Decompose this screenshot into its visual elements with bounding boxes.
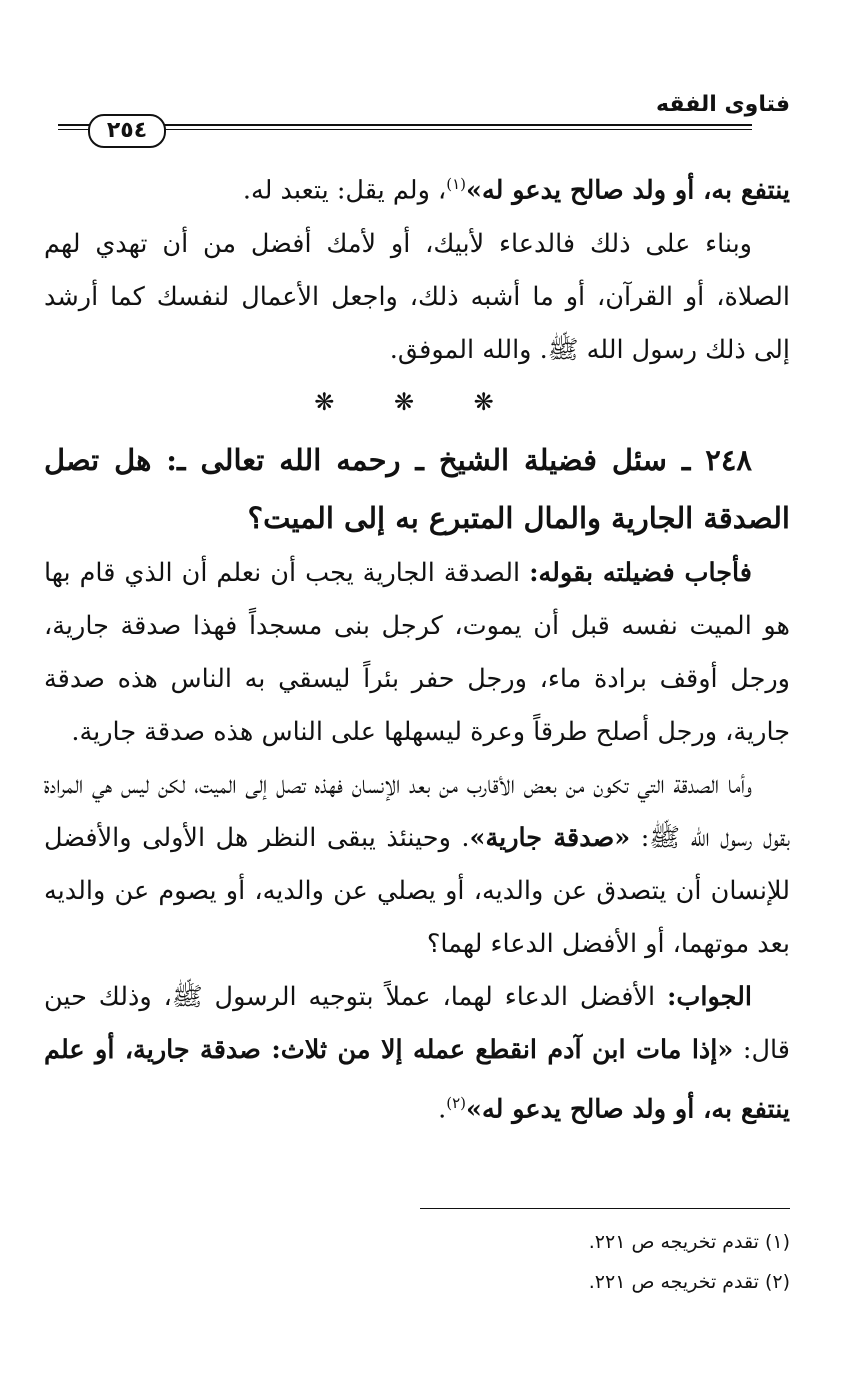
answer-lead: الجواب: xyxy=(667,981,752,1012)
hadith-quote: «صدقة جارية» xyxy=(469,822,631,853)
text-span: الأفضل الدعاء لهما، عملاً بتوجيه الرسول ﷺ، وذلك حين قال: xyxy=(44,981,790,1065)
main-text xyxy=(44,158,790,1136)
text-span: . وحينئذ يبقى النظر هل الأولى والأفضل للإنسان أن يتصدق عن والديه، أو يصلي عن والديه، أو يصوم عن والديه بعد موتهما، أو الأفضل الدعاء لهما؟ xyxy=(44,822,790,959)
text-span: وأما الصدقة التي تكون من بعض الأقارب من بعد الإنسان فهذه تصل إلى الميت، لكن ليس هي المرادة بقول رسول الله ﷺ: xyxy=(44,769,790,853)
footnote-2: (٢) تقدم تخريجه ص ٢٢١. xyxy=(588,1271,790,1293)
text-span: الصدقة الجارية يجب أن نعلم أن الذي قام بها هو الميت نفسه قبل أن يموت، كرجل بنى مسجداً فهذا صدقة جارية، ورجل أوقف برادة ماء، ورجل حفر بئراً ليسقي به الناس هذه صدقة جارية، ورجل أصلح طرقاً وعرة ليسهلها على الناس هذه صدقة جارية. xyxy=(44,557,790,747)
footnote-ref-2: (٢) xyxy=(446,1093,466,1112)
answer-paragraph xyxy=(44,547,790,759)
hadith-quote: ينتفع به، أو ولد صالح يدعو له» xyxy=(466,175,790,206)
page-number: ٢٥٤ xyxy=(88,114,166,148)
text-span: . xyxy=(438,1094,447,1124)
footnotes xyxy=(589,1222,790,1302)
separator-stars: ❋ ❋ ❋ xyxy=(314,387,520,416)
paragraph-continuation xyxy=(44,158,790,218)
paragraph: وبناء على ذلك فالدعاء لأبيك، أو لأمك أفضل من أن تهدي لهم الصلاة، أو القرآن، أو ما أشبه ذلك، واجعل الأعمال لنفسك كما أرشد إلى ذلك رسول الله ﷺ. والله الموفق. xyxy=(44,228,790,365)
answer-paragraph xyxy=(44,971,790,1137)
paragraph xyxy=(44,759,790,971)
footnote-1: (١) تقدم تخريجه ص ٢٢١. xyxy=(588,1231,790,1253)
footnote-ref-1: (١) xyxy=(446,175,466,193)
text-span: ، ولم يقل: يتعبد له. xyxy=(242,175,447,206)
answer-lead: فأجاب فضيلته بقوله: xyxy=(529,557,752,588)
question-heading: ٢٤٨ ـ سئل فضيلة الشيخ ـ رحمه الله تعالى ـ: هل تصل الصدقة الجارية والمال المتبرع به إلى الميت؟ xyxy=(44,442,790,535)
footnote-rule xyxy=(420,1208,790,1209)
hadith-quote: «إذا مات ابن آدم انقطع عمله إلا من ثلاث: صدقة جارية، أو علم ينتفع به، أو ولد صالح يدعو له» xyxy=(44,1034,790,1124)
running-header-title: فتاوى الفقه xyxy=(656,92,790,117)
